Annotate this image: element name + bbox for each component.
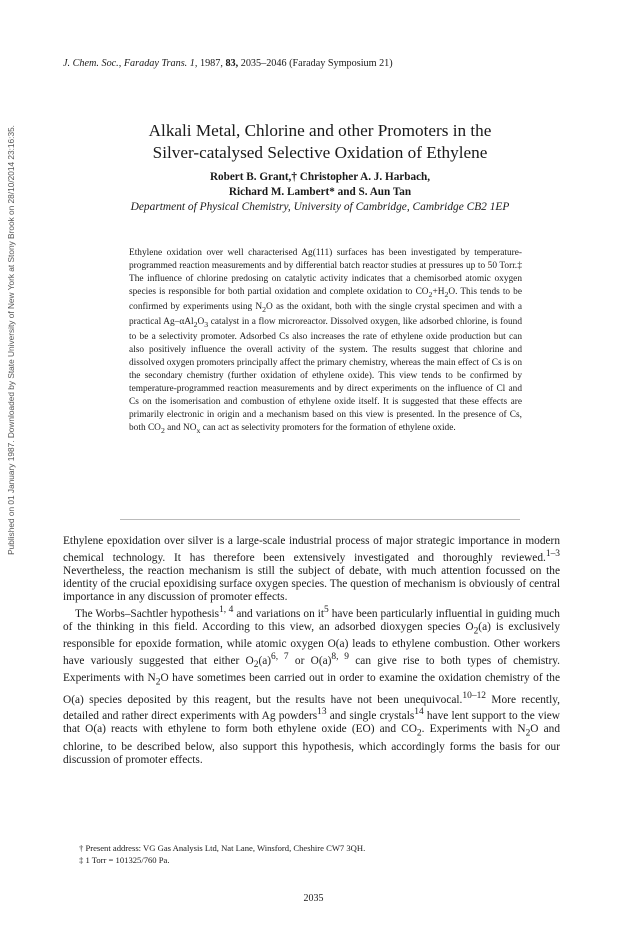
authors-line-1: Robert B. Grant,† Christopher A. J. Harbach, [209, 171, 431, 183]
journal-citation [63, 58, 393, 69]
citation: 10–12 [462, 690, 486, 701]
citation: 14 [414, 707, 424, 718]
footnote-marker: ‡ [517, 261, 523, 272]
citation: 13 [317, 707, 327, 718]
citation: 5 [324, 605, 329, 616]
affiliation: Department of Physical Chemistry, University of Cambridge, Cambridge CB2 1EP [130, 201, 510, 213]
title-line-2: Silver-catalysed Selective Oxidation of Ethylene [152, 143, 488, 162]
download-notice-text: Published on 01 January 1987. Downloaded by State University of New York at Stony Brook on 28/10/2014 23:16:35. [6, 125, 16, 555]
paper-title [50, 120, 590, 164]
footnote-torr: ‡ 1 Torr = 101325/760 Pa. [79, 854, 170, 865]
page-number: 2035 [303, 893, 324, 904]
footnotes [79, 843, 365, 867]
journal-name: J. Chem. Soc., Faraday Trans. 1, [63, 58, 198, 69]
body-text [63, 535, 560, 767]
footnote-present-address: † Present address: VG Gas Analysis Ltd, Nat Lane, Winsford, Cheshire CW7 3QH. [79, 843, 366, 853]
body-paragraph-2: The Worbs–Sachtler hypothesis$^{1, 4}$ and variations on $it^5$ have been particularly influential in guiding much of the thinking in this field. According to this view, an adsorbed dioxygen species $O_2(a)$ is exclusively responsible for epoxide formation, while atomic oxygen O(a) leads to ethylene combustion. Other workers have variously suggested that either $O_2(a)^{6, 7}$ or $O(a)^{8, 9}$ can give rise to both types of chemistry. Experiments with $N_2O$ have sometimes been carried out in order to examine the oxidation chemistry of the O(a) species deposited by this reagent, but the results have not been unequivocal.$^{10-12}$ More recently, detailed and rather direct experiments with Ag powders$^{13}$ and single crystals$^{14}$ have lent support to the view that O(a) reacts with ethylene to form both ethylene oxide (EO) and $CO_2$. Experiments with $N_2O$ and chlorine, to be described below, also support this hypothesis, which accordingly forms the basis for our discussion of promoter effects. [63, 605, 561, 766]
authors-line-2: Richard M. Lambert* and S. Aun Tan [228, 186, 412, 198]
journal-pages: 2035–2046 (Faraday Symposium 21) [240, 58, 393, 69]
title-line-1: Alkali Metal, Chlorine and other Promoters in the [148, 121, 492, 140]
citation: 1, 4 [219, 605, 234, 616]
journal-year: 1987, [199, 58, 223, 69]
citation: 1–3 [545, 549, 560, 560]
citation: 8, 9 [331, 652, 349, 663]
abstract-divider [120, 519, 520, 520]
body-paragraph-1: Ethylene epoxidation over silver is a large-scale industrial process of major strategic importance in modern chemical technology. It has therefore been extensively investigated and thoroughly reviewed.$^{1-3}$ Nevertheless, the reaction mechanism is still the subject of debate, with much attention focussed on the identity of the crucial epoxidising surface oxygen species. The question of mechanism is obviously of central importance in any discussion of promoter effects. [63, 535, 560, 603]
citation: 6, 7 [271, 652, 289, 663]
journal-volume: 83, [225, 58, 239, 69]
abstract: Ethylene oxidation over well characterised Ag(111) surfaces has been investigated by temperature-programmed reaction measurements and by differential batch reactor studies at pressures up to 50 Torr.‡ The influence of chlorine predosing on catalytic activity indicates that a chemisorbed atomic oxygen species is responsible for both partial oxidation and complete oxidation to $CO_2+H_2O$. This tends to be confirmed by experiments using $N_2O$ as the oxidant, both with the single crystal specimen and with a practical $Ag-\alpha Al_2O_3$ catalyst in a flow microreactor. Dissolved oxygen, like adsorbed chlorine, is found to be a selectivity promoter. Adsorbed Cs also increases the rate of ethylene oxide production but can also positively influence the overall activity of the system. The results suggest that chlorine and dissolved oxygen promoters principally affect the primary chemistry, whereas the main effect of Cs is on the secondary chemistry (further oxidation of ethylene oxide). This view tends to be confirmed by temperature-programmed reaction measurements and by direct experiments on the influence of Cl and Cs on the isomerisation and combustion of ethylene oxide itself. It is suggested that these effects are primarily electronic in origin and a mechanism based on this view is presented. In the presence of Cs, both $CO_2$ and $NO_x$ can act as selectivity promoters for the formation of ethylene oxide. [129, 248, 523, 436]
authors [50, 170, 590, 200]
download-notice [4, 80, 18, 600]
